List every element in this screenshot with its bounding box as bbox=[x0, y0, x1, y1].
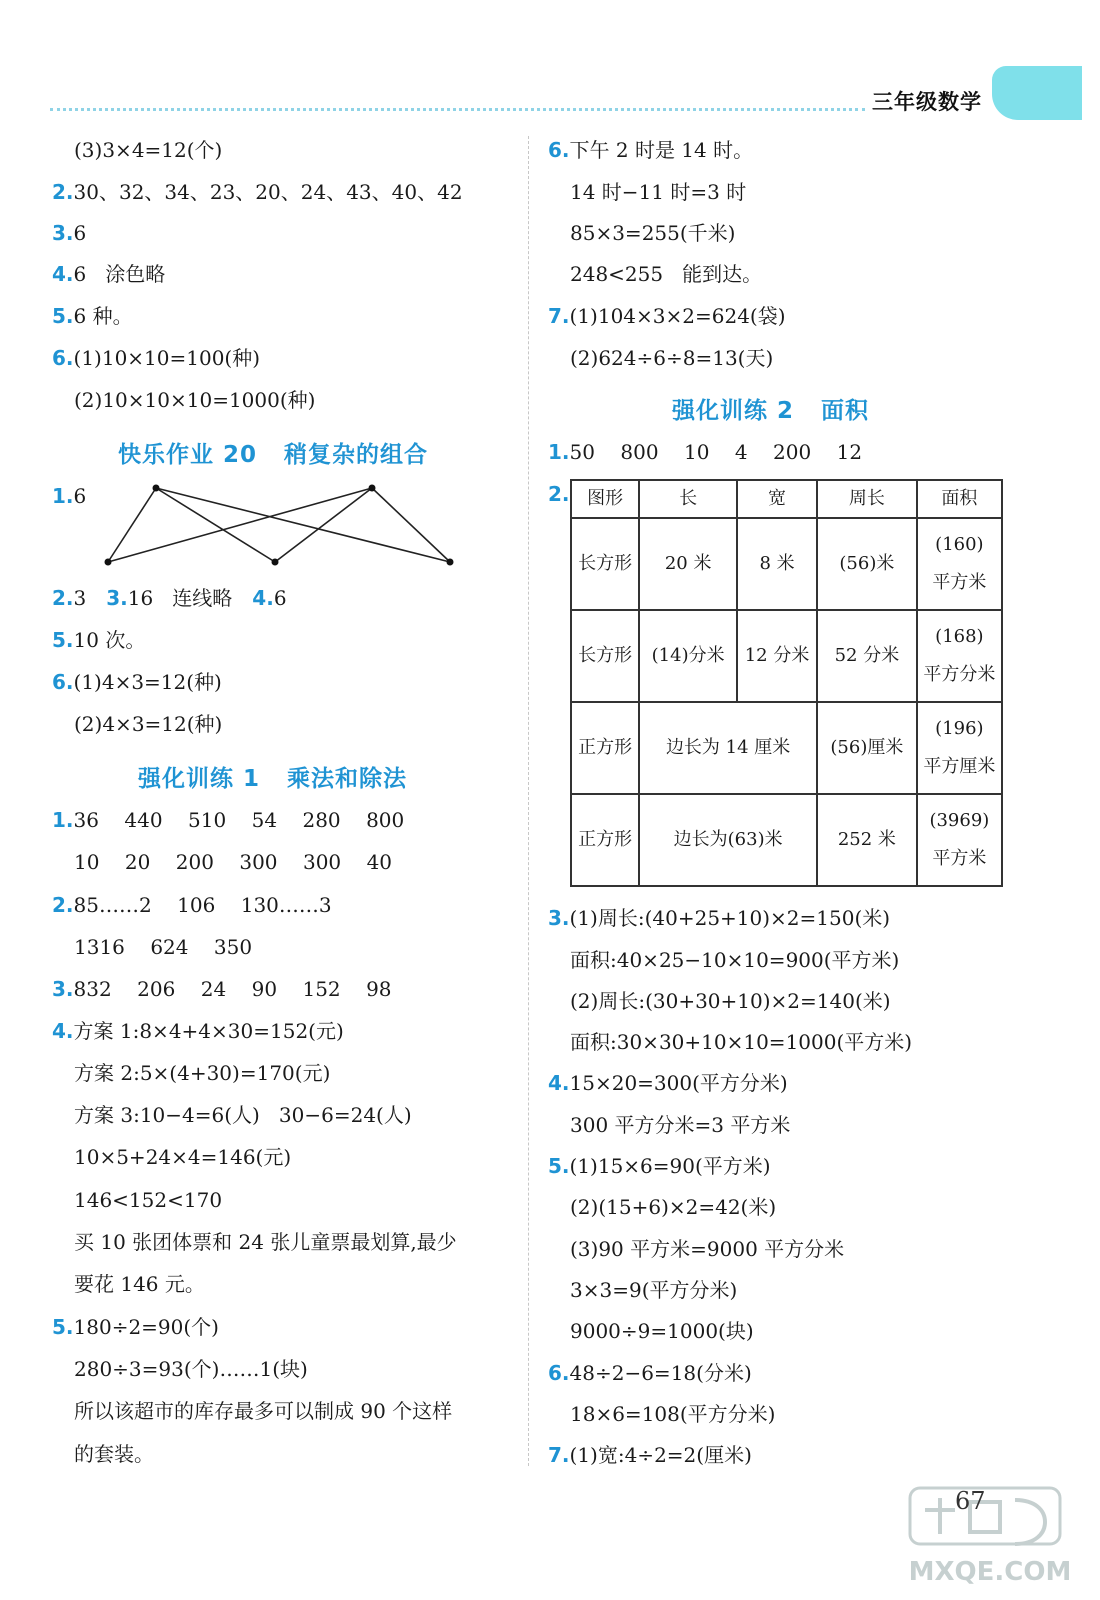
answer-line: 5.6 种。 bbox=[52, 304, 133, 328]
column-divider bbox=[528, 136, 529, 1466]
answer-line: 方案 2:5×(4+30)=170(元) bbox=[74, 1061, 331, 1085]
answer-line: 买 10 张团体票和 24 张儿童票最划算,最少 bbox=[74, 1230, 457, 1254]
table-row bbox=[571, 610, 1002, 702]
answer-line: 1.50 800 10 4 200 12 bbox=[548, 440, 863, 464]
table-cell: 8 米 bbox=[737, 518, 817, 610]
table-cell: (3969) 平方米 bbox=[917, 794, 1002, 886]
answer-line: 面积:40×25−10×10=900(平方米) bbox=[570, 948, 900, 972]
table-row bbox=[571, 794, 1002, 886]
answer-line: 3.(1)周长:(40+25+10)×2=150(米) bbox=[548, 906, 891, 930]
table-cell: 边长为 14 厘米 bbox=[639, 702, 817, 794]
answer-line: (2)周长:(30+30+10)×2=140(米) bbox=[570, 989, 891, 1013]
answer-line: 面积:30×30+10×10=1000(平方米) bbox=[570, 1030, 913, 1054]
answer-line: 2.3 3.16 连线略 4.6 bbox=[52, 586, 287, 610]
table-cell: 52 分米 bbox=[817, 610, 917, 702]
header-title: 三年级数学 bbox=[872, 90, 982, 114]
answer-line: 7.(1)宽:4÷2=2(厘米) bbox=[548, 1443, 752, 1467]
table-header-cell: 面积 bbox=[917, 480, 1002, 518]
answer-line: 3×3=9(平方分米) bbox=[570, 1278, 738, 1302]
answer-line: 6.48÷2−6=18(分米) bbox=[548, 1361, 752, 1385]
table-header-cell: 长 bbox=[639, 480, 737, 518]
section-heading: 强化训练 2 面积 bbox=[672, 398, 870, 424]
header-tab-decoration bbox=[992, 66, 1082, 120]
answer-line: 5.180÷2=90(个) bbox=[52, 1315, 219, 1339]
answer-line: 1316 624 350 bbox=[74, 935, 253, 959]
table-cell: (14)分米 bbox=[639, 610, 737, 702]
table-cell: 长方形 bbox=[571, 518, 639, 610]
table-cell: 12 分米 bbox=[737, 610, 817, 702]
area-table bbox=[570, 479, 1003, 887]
table-header-row bbox=[571, 480, 1002, 518]
answer-line: 所以该超市的库存最多可以制成 90 个这样 bbox=[74, 1399, 453, 1423]
answer-line: 248<255 能到达。 bbox=[570, 262, 763, 286]
answer-line: 2.30、32、34、23、20、24、43、40、42 bbox=[52, 180, 463, 204]
answer-line: 4.6 涂色略 bbox=[52, 262, 166, 286]
answer-line: 2.85……2 106 130……3 bbox=[52, 893, 332, 917]
answer-line: 85×3=255(千米) bbox=[570, 221, 736, 245]
answer-line: 6.(1)4×3=12(种) bbox=[52, 670, 222, 694]
table-cell: 252 米 bbox=[817, 794, 917, 886]
answer-line: 146<152<170 bbox=[74, 1188, 223, 1212]
answer-line: 3.6 bbox=[52, 221, 87, 245]
answer-line: 10 20 200 300 300 40 bbox=[74, 850, 393, 874]
table-row bbox=[571, 518, 1002, 610]
answer-line: (2)(15+6)×2=42(米) bbox=[570, 1195, 777, 1219]
table-cell: 边长为(63)米 bbox=[639, 794, 817, 886]
page-number: 67 bbox=[955, 1487, 986, 1515]
table-header-cell: 周长 bbox=[817, 480, 917, 518]
answer-line: 280÷3=93(个)……1(块) bbox=[74, 1357, 308, 1381]
table-header-cell: 宽 bbox=[737, 480, 817, 518]
table-cell: (196) 平方厘米 bbox=[917, 702, 1002, 794]
answer-line: 5.(1)15×6=90(平方米) bbox=[548, 1154, 771, 1178]
answer-line: 的套装。 bbox=[74, 1442, 154, 1466]
answer-line: 要花 146 元。 bbox=[74, 1272, 205, 1296]
answer-line: 10×5+24×4=146(元) bbox=[74, 1145, 292, 1169]
answer-line: 6.(1)10×10=100(种) bbox=[52, 346, 261, 370]
table-cell: (56)厘米 bbox=[817, 702, 917, 794]
answer-line: 4.15×20=300(平方分米) bbox=[548, 1071, 788, 1095]
answer-line: 300 平方分米=3 平方米 bbox=[570, 1113, 791, 1137]
header-dotted-rule bbox=[50, 108, 865, 111]
answer-line: 1.36 440 510 54 280 800 bbox=[52, 808, 405, 832]
table-cell: 长方形 bbox=[571, 610, 639, 702]
answer-line: 9000÷9=1000(块) bbox=[570, 1319, 754, 1343]
table-row bbox=[571, 702, 1002, 794]
table-cell: (168) 平方分米 bbox=[917, 610, 1002, 702]
answer-line: 3.832 206 24 90 152 98 bbox=[52, 977, 392, 1001]
watermark-logo bbox=[900, 1480, 1080, 1590]
answer-line: 6.下午 2 时是 14 时。 bbox=[548, 138, 754, 162]
answer-line: 5.10 次。 bbox=[52, 628, 146, 652]
table-cell: 正方形 bbox=[571, 794, 639, 886]
answer-line: (2)10×10×10=1000(种) bbox=[74, 388, 316, 412]
answer-line: (2)624÷6÷8=13(天) bbox=[570, 346, 774, 370]
table-cell: 正方形 bbox=[571, 702, 639, 794]
table-cell: (160) 平方米 bbox=[917, 518, 1002, 610]
answer-line: (3)90 平方米=9000 平方分米 bbox=[570, 1237, 845, 1261]
table-header-cell: 图形 bbox=[571, 480, 639, 518]
answer-line: (3)3×4=12(个) bbox=[74, 138, 223, 162]
svg-text:MXQE.COM: MXQE.COM bbox=[908, 1557, 1072, 1587]
section-heading: 快乐作业 20 稍复杂的组合 bbox=[118, 442, 429, 468]
combination-line-diagram bbox=[100, 480, 460, 570]
answer-line: 1.6 bbox=[52, 484, 87, 508]
answer-line: 方案 3:10−4=6(人) 30−6=24(人) bbox=[74, 1103, 412, 1127]
table-cell: 20 米 bbox=[639, 518, 737, 610]
question-number: 2. bbox=[548, 482, 570, 506]
answer-line: 4.方案 1:8×4+4×30=152(元) bbox=[52, 1019, 344, 1043]
answer-line: (2)4×3=12(种) bbox=[74, 712, 223, 736]
table-cell: (56)米 bbox=[817, 518, 917, 610]
answer-line: 7.(1)104×3×2=624(袋) bbox=[548, 304, 786, 328]
section-heading: 强化训练 1 乘法和除法 bbox=[138, 766, 408, 792]
answer-line: 14 时−11 时=3 时 bbox=[570, 180, 747, 204]
answer-line: 18×6=108(平方分米) bbox=[570, 1402, 776, 1426]
